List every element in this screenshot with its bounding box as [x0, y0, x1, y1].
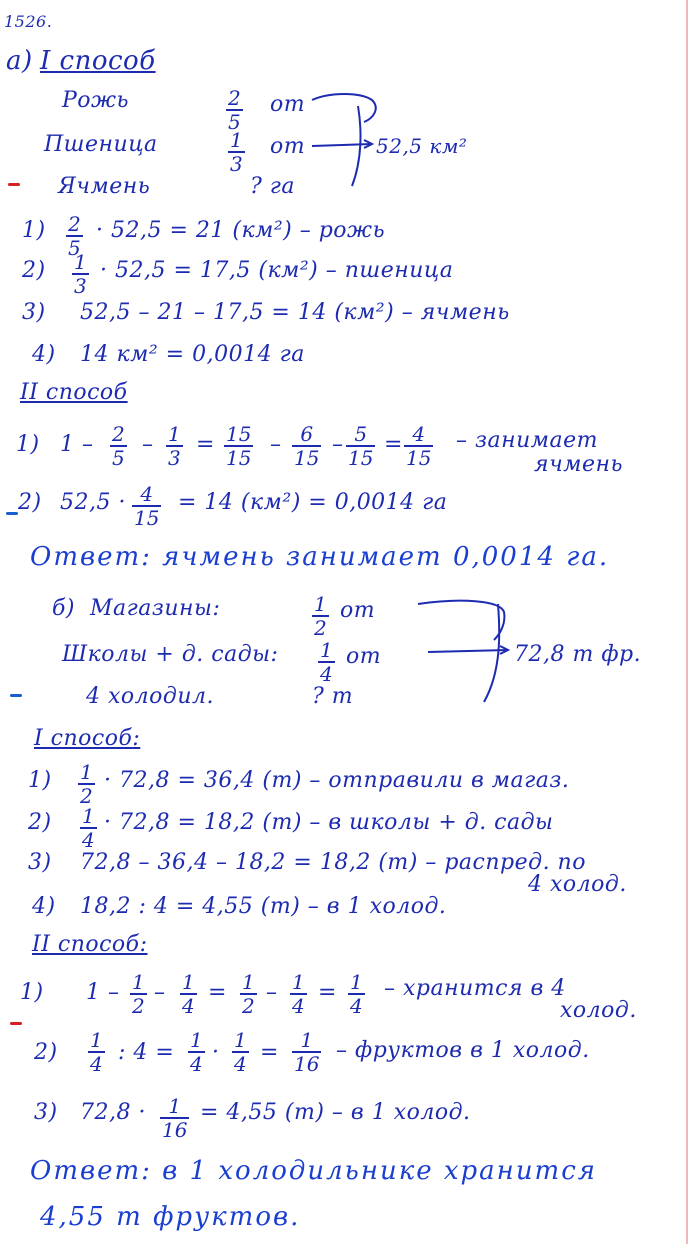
- given-fridges-name: 4 холодил.: [86, 684, 215, 709]
- b-m2-step3-fraction: 1 16: [162, 1094, 188, 1142]
- a-m2-minus2: –: [270, 432, 282, 457]
- given-rye-name: Рожь: [62, 88, 130, 113]
- a-m2-eq1: =: [196, 432, 215, 457]
- part-b-answer-line1: Ответ: в 1 холодильнике хранится: [30, 1156, 597, 1186]
- b-m2-step1-start: 1 –: [86, 980, 120, 1005]
- a-method2-title: II способ: [20, 380, 128, 405]
- b-m2-step2-f1: 1 4: [90, 1028, 103, 1076]
- part-a-method1-title: I способ: [40, 46, 156, 76]
- b-m2-minus1: –: [154, 980, 166, 1005]
- b-m2-tail1: – хранится в 4: [384, 976, 566, 1001]
- given-total-fruits: 72,8 т фр.: [514, 642, 642, 667]
- part-b-answer-line2: 4,55 т фруктов.: [40, 1202, 301, 1232]
- a-m1-step1-fraction: 2 5: [68, 212, 81, 260]
- given-barley-value: ? га: [250, 174, 296, 199]
- a-m2-minus3: –: [332, 432, 344, 457]
- b-m2-step1-num: 1): [20, 980, 44, 1005]
- b-m2-f3: 1 2: [242, 970, 255, 1018]
- a-m2-minus1: –: [142, 432, 154, 457]
- a-m1-step3-text: 52,5 – 21 – 17,5 = 14 (км²) – ячмень: [80, 300, 510, 325]
- b-m2-f4: 1 4: [292, 970, 305, 1018]
- given-shops-name: Магазины:: [90, 596, 221, 621]
- b-m1-step4-text: 18,2 : 4 = 4,55 (т) – в 1 холод.: [80, 894, 447, 919]
- b-m1-step3-num: 3): [28, 850, 52, 875]
- given-barley-name: Ячмень: [58, 174, 151, 199]
- b-method1-title: I способ:: [34, 726, 141, 751]
- a-m2-f1: 2 5: [112, 422, 125, 470]
- a-m1-step3-num: 3): [22, 300, 46, 325]
- a-m2-step2-num: 2): [18, 490, 42, 515]
- a-m1-step2-num: 2): [22, 258, 46, 283]
- a-m1-step4-num: 4): [32, 342, 56, 367]
- b-m2-step2-eq: =: [260, 1040, 279, 1065]
- part-a-answer: Ответ: ячмень занимает 0,0014 га.: [30, 542, 610, 572]
- given-wheat-name: Пшеница: [44, 132, 158, 157]
- a-m1-step1-text: · 52,5 = 21 (км²) – рожь: [96, 218, 386, 243]
- b-m2-step2-tail: – фруктов в 1 холод.: [336, 1038, 590, 1063]
- given-fridges-value: ? т: [312, 684, 354, 709]
- b-m1-step2-fraction: 1 4: [82, 804, 95, 852]
- b-m2-f2: 1 4: [182, 970, 195, 1018]
- b-m2-eq2: =: [318, 980, 337, 1005]
- b-m1-step3-text2: 4 холод.: [528, 872, 627, 897]
- a-m1-step1-num: 1): [22, 218, 46, 243]
- b-m2-tail2: холод.: [560, 998, 637, 1023]
- a-m2-f3: 15 15: [226, 422, 252, 470]
- given-wheat-fraction: 1 3: [230, 128, 243, 176]
- a-m2-eq2: =: [384, 432, 403, 457]
- a-m2-f6: 4 15: [406, 422, 432, 470]
- problem-number: 1526.: [4, 12, 53, 31]
- b-m2-f1: 1 2: [132, 970, 145, 1018]
- b-m2-step2-mid: : 4 =: [118, 1040, 175, 1065]
- b-m1-step3-text: 72,8 – 36,4 – 18,2 = 18,2 (т) – распред. по: [80, 850, 586, 875]
- blue-margin-mark: [6, 512, 18, 515]
- b-m2-f5: 1 4: [350, 970, 363, 1018]
- a-m2-step1-num: 1): [16, 432, 40, 457]
- given-shops-fraction: 1 2: [314, 592, 327, 640]
- b-m2-eq1: =: [208, 980, 227, 1005]
- given-wheat-suffix: от: [270, 134, 306, 159]
- a-m2-step2-text: = 14 (км²) = 0,0014 га: [178, 490, 448, 515]
- b-m2-step2-f2: 1 4: [190, 1028, 203, 1076]
- b-method2-title: II способ:: [32, 932, 148, 957]
- b-m1-step1-text: · 72,8 = 36,4 (т) – отправили в магаз.: [104, 768, 570, 793]
- b-m1-step1-num: 1): [28, 768, 52, 793]
- given-rye-suffix: от: [270, 92, 306, 117]
- a-m1-step4-text: 14 км² = 0,0014 га: [80, 342, 305, 367]
- part-b-label: б): [52, 596, 76, 621]
- b-m1-step2-num: 2): [28, 810, 52, 835]
- b-m2-step2-dot: ·: [212, 1040, 220, 1065]
- given-rye-fraction: 2 5: [228, 86, 241, 134]
- b-m2-step2-f4: 1 16: [294, 1028, 320, 1076]
- b-m2-minus2: –: [266, 980, 278, 1005]
- given-shops-suffix: от: [340, 598, 376, 623]
- b-m2-step2-num: 2): [34, 1040, 58, 1065]
- b-m1-step4-num: 4): [32, 894, 56, 919]
- b-m2-step3-num: 3): [34, 1100, 58, 1125]
- a-m1-step2-text: · 52,5 = 17,5 (км²) – пшеница: [100, 258, 454, 283]
- b-m2-step3-text: = 4,55 (т) – в 1 холод.: [200, 1100, 471, 1125]
- red-margin-mark: [10, 1022, 22, 1025]
- b-m1-step1-fraction: 1 2: [80, 760, 93, 808]
- b-m2-step3-start: 72,8 ·: [80, 1100, 146, 1125]
- given-schools-fraction: 1 4: [320, 638, 333, 686]
- given-schools-name: Школы + д. сады:: [62, 642, 279, 667]
- part-a-label: а): [6, 46, 33, 76]
- a-m2-tail2: ячмень: [534, 452, 623, 477]
- a-m2-step2-fraction: 4 15: [134, 482, 160, 530]
- a-m1-step2-fraction: 1 3: [74, 250, 87, 298]
- b-m2-step2-f3: 1 4: [234, 1028, 247, 1076]
- b-m1-step2-text: · 72,8 = 18,2 (т) – в школы + д. сады: [104, 810, 554, 835]
- a-m2-step2-start: 52,5 ·: [60, 490, 126, 515]
- given-schools-suffix: от: [346, 644, 382, 669]
- blue-margin-mark: [10, 694, 22, 697]
- a-m2-f2: 1 3: [168, 422, 181, 470]
- a-m2-tail1: – занимает: [456, 428, 599, 453]
- a-m2-step1-start: 1 –: [60, 432, 94, 457]
- a-m2-f4: 6 15: [294, 422, 320, 470]
- a-m2-f5: 5 15: [348, 422, 374, 470]
- given-total-area: 52,5 км²: [376, 134, 468, 158]
